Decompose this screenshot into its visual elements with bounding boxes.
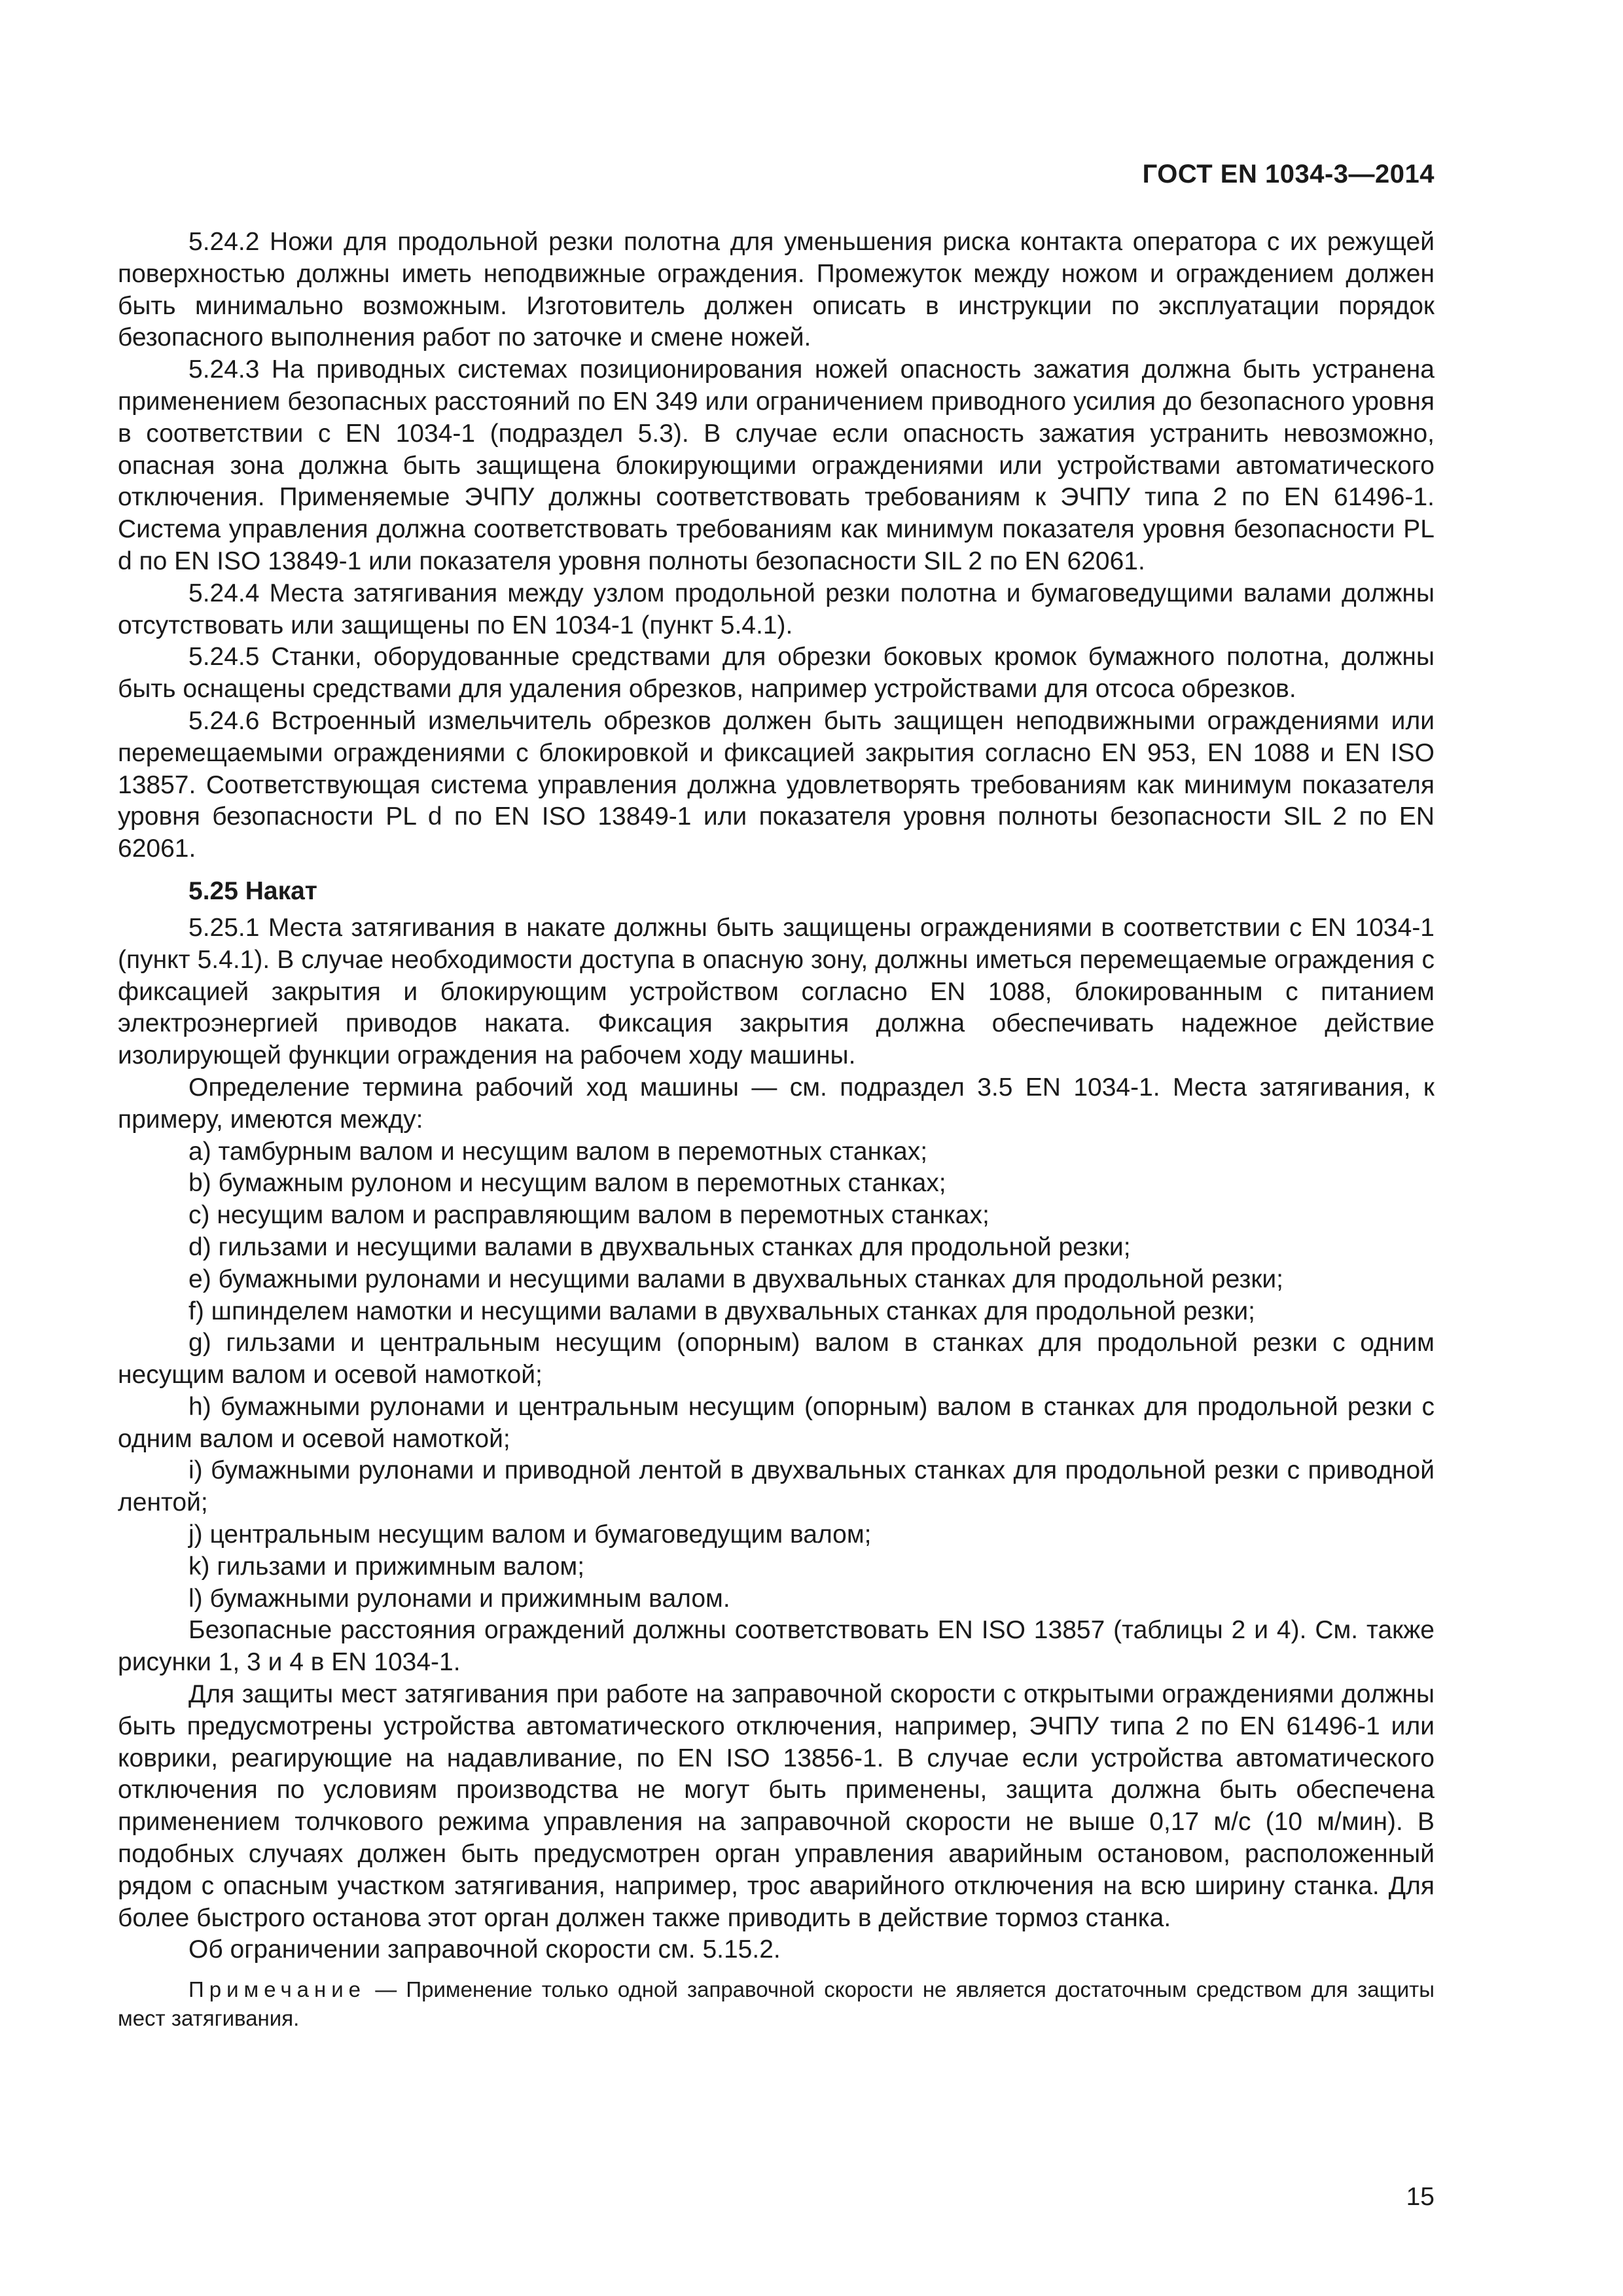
list-item-i: i) бумажными рулонами и приводной лентой в двухвальных станках для продольной резки с приводной лентой; [118, 1456, 1435, 1517]
list-item-h: h) бумажными рулонами и центральным несущим (опорным) валом в станках для продольной резки с одним валом и осевой намоткой; [118, 1392, 1435, 1453]
paragraph-protection: Для защиты мест затягивания при работе на заправочной скорости с открытыми ограждениями должны быть предусмотрены устройства автоматического отключения, например, ЭЧПУ типа 2 по EN 61496-1 или коврики, реагирующие на надавливание, по EN ISO 13856-1. В случае если устройства автоматического отключения по условиям производства не могут быть применены, защита должна быть обеспечена применением толчкового режима управления на заправочной скорости не выше 0,17 м/с (10 м/мин). В подобных случаях должен быть предусмотрен орган управления аварийным остановом, расположенный рядом с опасным участком затягивания, например, трос аварийного отключения на всю ширину станка. Для более быстрого останова этот орган должен также приводить в действие тормоз станка. [118, 1680, 1435, 1932]
note-text: — Применение только одной заправочной скорости не является достаточным средством для защиты мест затягивания. [118, 1977, 1435, 2031]
section-heading-5-25: 5.25 Накат [188, 876, 317, 905]
paragraph-5-24-5: 5.24.5 Станки, оборудованные средствами для обрезки боковых кромок бумажного полотна, должны быть оснащены средствами для удаления обрезков, например устройствами для отсоса обрезков. [118, 643, 1435, 704]
list-item-d: d) гильзами и несущими валами в двухвальных станках для продольной резки; [188, 1232, 1131, 1261]
page-number: 15 [1406, 2183, 1435, 2211]
paragraph-5-24-6: 5.24.6 Встроенный измельчитель обрезков должен быть защищен неподвижными ограждениями или перемещаемыми ограждениями с блокировкой и фиксацией закрытия согласно EN 953, EN 1088 и EN ISO 13857. Соответствующая система управления должна удовлетворять требованиям как минимум показателя уровня безопасности PL d по EN ISO 13849-1 или показателя уровня полноты безопасности SIL 2 по EN 62061. [118, 706, 1435, 863]
paragraph-definition: Определение термина рабочий ход машины — см. подраздел 3.5 EN 1034-1. Места затягивания, к примеру, имеются между: [118, 1073, 1435, 1134]
list-item-j: j) центральным несущим валом и бумаговедущим валом; [188, 1520, 872, 1549]
note [118, 1975, 1435, 2033]
list-item-e: e) бумажными рулонами и несущими валами в двухвальных станках для продольной резки; [188, 1265, 1284, 1293]
list-item-f: f) шпинделем намотки и несущими валами в двухвальных станках для продольной резки; [188, 1297, 1255, 1325]
list-item-k: k) гильзами и прижимным валом; [188, 1552, 585, 1581]
paragraph-safe-distances: Безопасные расстояния ограждений должны соответствовать EN ISO 13857 (таблицы 2 и 4). См. также рисунки 1, 3 и 4 в EN 1034-1. [118, 1616, 1435, 1677]
list-item-b: b) бумажным рулоном и несущим валом в перемотных станках; [188, 1169, 946, 1198]
document-header: ГОСТ EN 1034-3—2014 [1142, 160, 1435, 188]
list-item-l: l) бумажными рулонами и прижимным валом. [188, 1584, 730, 1613]
list-item-a: a) тамбурным валом и несущим валом в перемотных станках; [188, 1137, 928, 1166]
list-item-g: g) гильзами и центральным несущим (опорным) валом в станках для продольной резки с одним несущим валом и осевой намоткой; [118, 1329, 1435, 1390]
paragraph-5-24-3: 5.24.3 На приводных системах позиционирования ножей опасность зажатия должна быть устранена применением безопасных расстояний по EN 349 или ограничением приводного усилия до безопасного уровня в соответствии с EN 1034-1 (подраздел 5.3). В случае если опасность зажатия устранить невозможно, опасная зона должна быть защищена блокирующими ограждениями или устройствами автоматического отключения. Применяемые ЭЧПУ должны соответствовать требованиям к ЭЧПУ типа 2 по EN 61496-1. Система управления должна соответствовать требованиям как минимум показателя уровня безопасности PL d по EN ISO 13849-1 или показателя уровня полноты безопасности SIL 2 по EN 62061. [118, 355, 1435, 575]
paragraph-5-25-1: 5.25.1 Места затягивания в накате должны быть защищены ограждениями в соответствии с EN 1034-1 (пункт 5.4.1). В случае необходимости доступа в опасную зону, должны иметься перемещаемые ограждения с фиксацией закрытия и блокирующим устройством согласно EN 1088, блокированным с питанием электроэнергией приводов наката. Фиксация закрытия должна обеспечивать надежное действие изолирующей функции ограждения на рабочем ходу машины. [118, 913, 1435, 1070]
paragraph-5-24-2: 5.24.2 Ножи для продольной резки полотна для уменьшения риска контакта оператора с их режущей поверхностью должны иметь неподвижные ограждения. Промежуток между ножом и ограждением должен быть минимально возможным. Изготовитель должен описать в инструкции по эксплуатации порядок безопасного выполнения работ по заточке и смене ножей. [118, 228, 1435, 352]
document-body [118, 226, 1435, 2033]
paragraph-speed-limit: Об ограничении заправочной скорости см. 5.15.2. [188, 1935, 781, 1964]
list-item-c: c) несущим валом и расправляющим валом в перемотных станках; [188, 1201, 990, 1230]
paragraph-5-24-4: 5.24.4 Места затягивания между узлом продольной резки полотна и бумаговедущими валами должны отсутствовать или защищены по EN 1034-1 (пункт 5.4.1). [118, 579, 1435, 639]
note-label: Примечание [188, 1977, 366, 2002]
